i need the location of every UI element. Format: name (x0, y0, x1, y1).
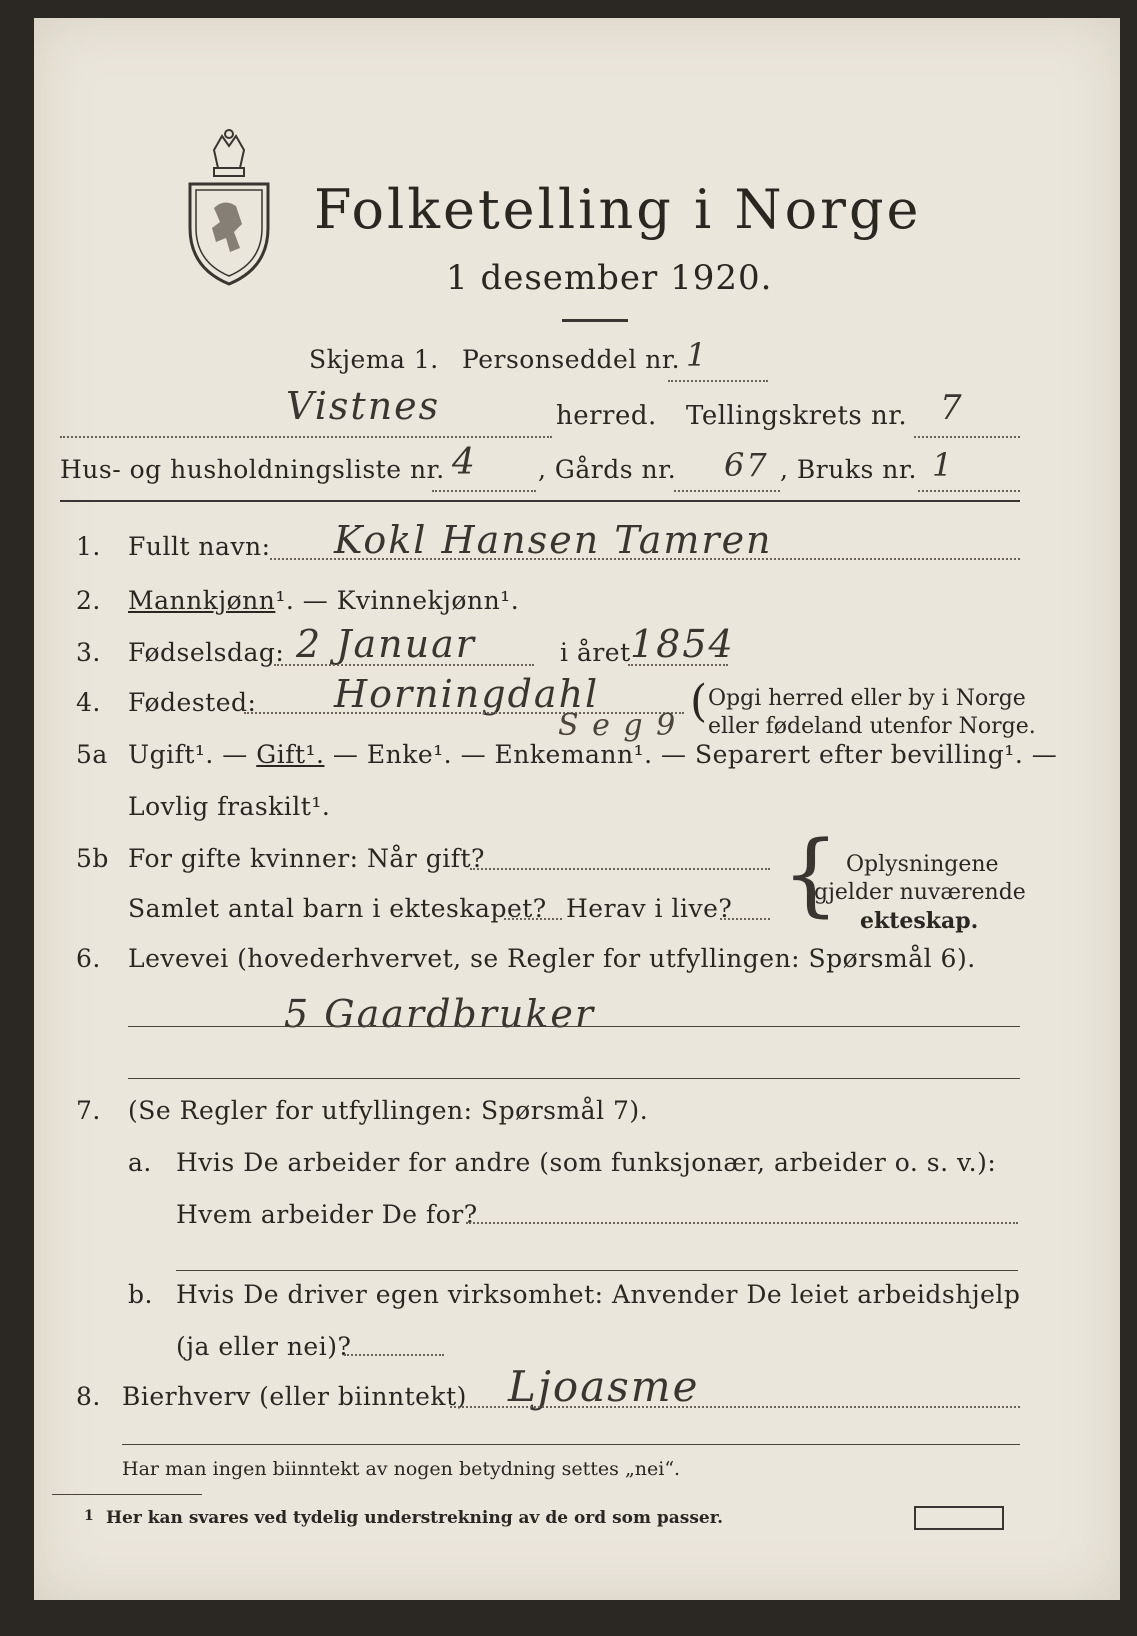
gards-value: 67 (724, 446, 769, 484)
herred-line (60, 436, 552, 438)
q5a-unmarried-option: Ugift¹. — (128, 740, 257, 769)
q4-label: Fødested: (128, 688, 257, 717)
hus-label: Hus- og husholdningsliste nr. (60, 455, 445, 484)
tellingskrets-line (914, 436, 1020, 438)
herred-label: herred. (556, 401, 657, 431)
q3-line (274, 664, 534, 666)
q2-male-option: Mannkjønn (128, 586, 276, 615)
q7a-line1: Hvis De arbeider for andre (som funksjonær, arbeider o. s. v.): (176, 1148, 997, 1177)
census-date: 1 desember 1920. (446, 258, 773, 298)
herred-value: Vistnes (286, 384, 441, 428)
q8-side-income-value: Ljoasme (508, 1362, 700, 1411)
q5b-note-line3: ekteskap. (860, 908, 979, 934)
hus-value: 4 (452, 442, 477, 483)
q6-label: Levevei (hovederhvervet, se Regler for utfyllingen: Spørsmål 6). (128, 944, 976, 973)
q6-line1 (128, 1026, 1020, 1027)
gards-label: , Gårds nr. (538, 455, 677, 484)
personseddel-value: 1 (686, 336, 709, 374)
q3-label: Fødselsdag: (128, 638, 285, 667)
q2-sex-options (128, 586, 519, 615)
q1-label: Fullt navn: (128, 532, 271, 561)
q5a-other-options: — Enke¹. — Enkemann¹. — Separert efter bevilling¹. — (324, 740, 1058, 769)
q5a-number: 5a (76, 740, 108, 769)
q5b-when-married-line (470, 868, 770, 870)
q7-label: (Se Regler for utfyllingen: Spørsmål 7). (128, 1096, 649, 1125)
q7-number: 7. (76, 1096, 101, 1125)
q5a-divorced-option: Lovlig fraskilt¹. (128, 792, 331, 821)
schema-label: Skjema 1. (309, 345, 439, 374)
q5b-alive-line (720, 918, 770, 920)
q8-note: Har man ingen biinntekt av nogen betydning settes „nei“. (122, 1458, 681, 1480)
q2-female-option: Kvinnekjønn¹. (336, 586, 520, 615)
q4-bracket: ( (690, 676, 708, 727)
footnote-mark: 1 (84, 1508, 94, 1524)
census-form-sheet (34, 18, 1120, 1600)
q2-separator: ¹. — (275, 586, 337, 615)
personseddel-line (668, 380, 768, 382)
footnote-rule (52, 1494, 202, 1495)
q7b-answer-line (344, 1354, 444, 1356)
q7b-letter: b. (128, 1280, 153, 1309)
q7b-line2: (ja eller nei)? (176, 1332, 352, 1361)
tellingskrets-value: 7 (940, 388, 964, 428)
q5b-note-line2: gjelder nuværende (814, 880, 1026, 905)
q5b-alive-label: Herav i live? (566, 894, 733, 923)
footnote-text: Her kan svares ved tydelig understrekning av de ord som passer. (106, 1508, 724, 1528)
q4-note-line2: eller fødeland utenfor Norge. (708, 714, 1036, 739)
form-title: Folketelling i Norge (314, 178, 922, 241)
q7a-extra-line (176, 1270, 1018, 1271)
q3-year-line (628, 664, 728, 666)
q6-number: 6. (76, 944, 101, 973)
gards-line (674, 490, 780, 492)
personseddel-label: Personseddel nr. (462, 345, 681, 374)
q6-occupation-value: 5 Gaardbruker (284, 992, 596, 1036)
q4-birthplace-value: Horningdahl (334, 672, 600, 716)
q3-year-value: 1854 (630, 622, 735, 666)
q6-line2 (128, 1078, 1020, 1079)
title-divider (562, 319, 628, 322)
q7a-letter: a. (128, 1148, 152, 1177)
header-rule (60, 500, 1020, 502)
q8-number: 8. (76, 1382, 101, 1411)
norwegian-lion-coat-of-arms-icon (184, 128, 274, 288)
q7a-line2: Hvem arbeider De for? (176, 1200, 478, 1229)
q2-number: 2. (76, 586, 101, 615)
q5b-line1: For gifte kvinner: Når gift? (128, 844, 485, 873)
bruks-value: 1 (932, 446, 955, 484)
q5a-annotation: S e g 9 (558, 708, 678, 743)
q7b-line1: Hvis De driver egen virksomhet: Anvender De leiet arbeidshjelp (176, 1280, 1021, 1309)
q3-number: 3. (76, 638, 101, 667)
hus-line (432, 490, 536, 492)
q8-label: Bierhverv (eller biinntekt) (122, 1382, 467, 1411)
q5b-brace: { (782, 822, 840, 927)
q5b-children-label: Samlet antal barn i ekteskapet? (128, 894, 547, 923)
bruks-label: , Bruks nr. (780, 455, 917, 484)
q8-extra-line (122, 1444, 1020, 1445)
q3-birthday-value: 2 Januar (296, 622, 476, 666)
printer-stamp-icon (914, 1506, 1004, 1530)
q5a-marital-options (128, 740, 1057, 769)
q5b-number: 5b (76, 844, 109, 873)
q5a-married-option: Gift¹. (256, 740, 325, 769)
q8-line (450, 1406, 1020, 1408)
q5b-note-line1: Oplysningene (846, 852, 999, 877)
bruks-line (918, 490, 1020, 492)
tellingskrets-label: Tellingskrets nr. (686, 401, 908, 431)
q3-year-label: i året (560, 638, 631, 667)
q7a-employer-line (466, 1222, 1018, 1224)
q4-note-line1: Opgi herred eller by i Norge (708, 686, 1026, 711)
q1-full-name-value: Kokl Hansen Tamren (334, 518, 773, 562)
q5b-children-line (504, 918, 562, 920)
q1-line (270, 558, 1020, 560)
q4-number: 4. (76, 688, 101, 717)
q1-number: 1. (76, 532, 101, 561)
